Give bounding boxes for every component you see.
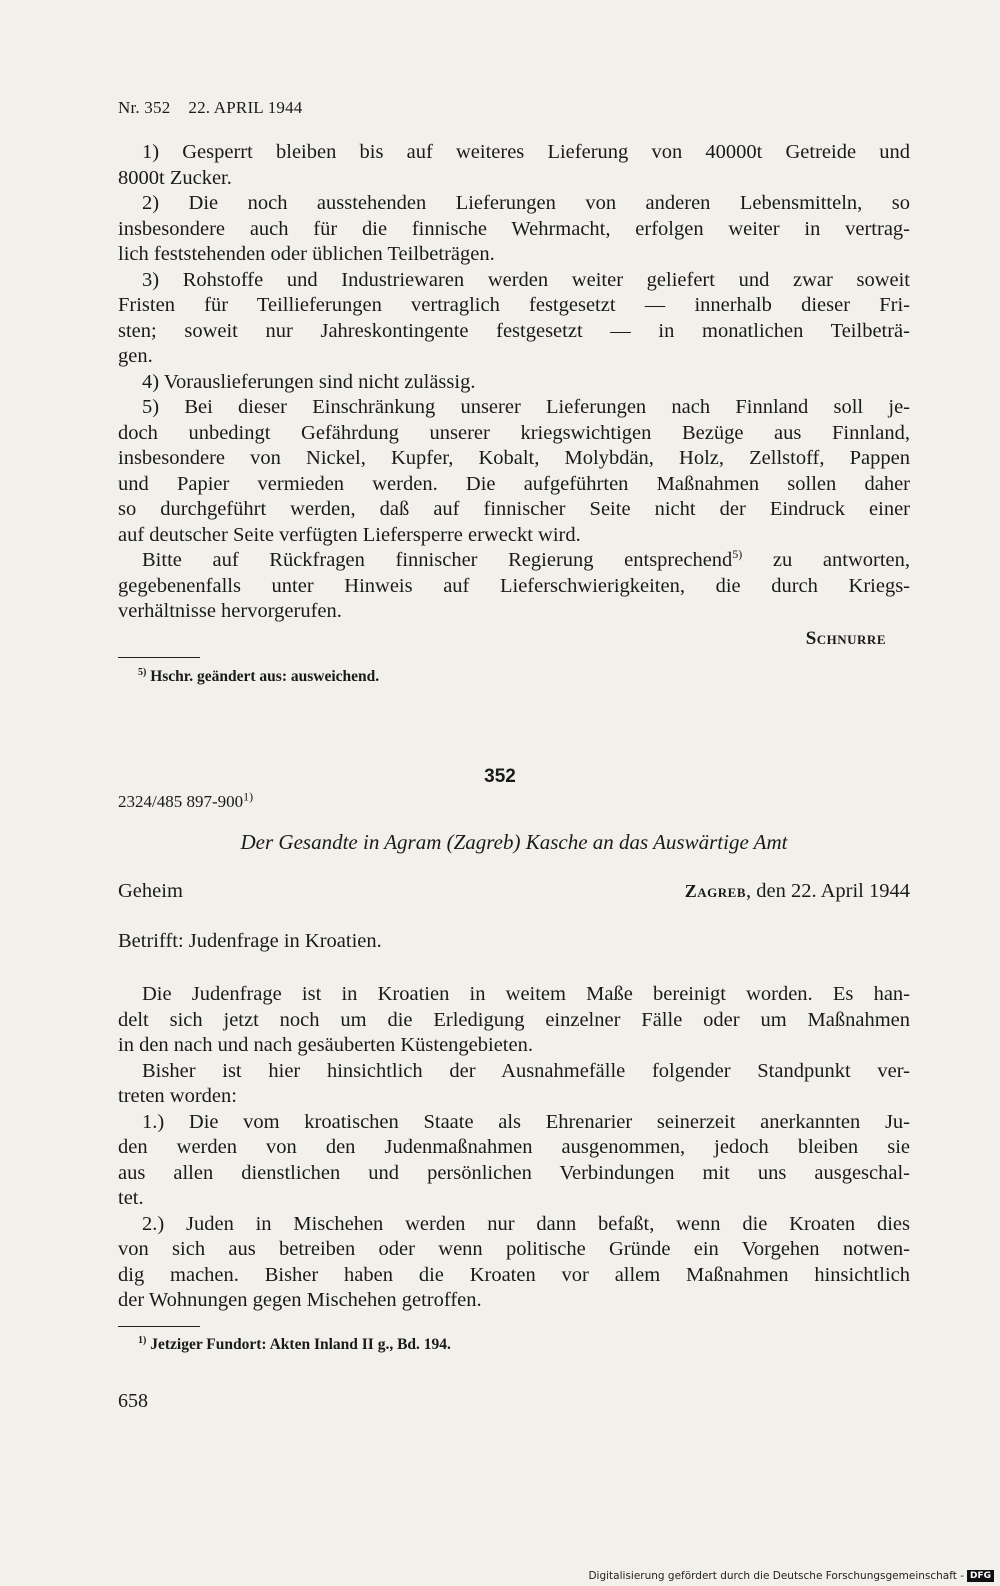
file-reference — [118, 789, 254, 812]
file-ref-text: 2324/485 897-900 — [118, 792, 244, 811]
text-line: 1.) Die vom kroatischen Staate als Ehrenarier seinerzeit anerkannten Ju- — [142, 1110, 910, 1133]
text-line: delt sich jetzt noch um die Erledigung einzelner Fälle oder um Maßnahmen — [118, 1008, 910, 1031]
text-line: 8000t Zucker. — [118, 166, 232, 189]
text-span: zu antworten, — [742, 549, 910, 571]
footnote-marker: 1) — [138, 1334, 147, 1346]
text-line: 4) Vorauslieferungen sind nicht zulässig. — [142, 370, 476, 393]
text-line: und Papier vermieden werden. Die aufgeführten Maßnahmen sollen daher — [118, 472, 910, 495]
text-line: 5) Bei dieser Einschränkung unserer Lieferungen nach Finnland soll je- — [142, 396, 910, 418]
upper-text-block — [118, 140, 910, 625]
text-line: 2) Die noch ausstehenden Lieferungen von anderen Lebensmitteln, so — [142, 192, 910, 214]
footnote-5 — [138, 668, 379, 686]
digitization-credit — [588, 1570, 994, 1582]
text-line: Die Judenfrage ist in Kroatien in weitem Maße bereinigt worden. Es han- — [142, 983, 910, 1005]
text-line: 1) Gesperrt bleiben bis auf weiteres Lieferung von 40000t Getreide und — [142, 141, 910, 163]
document-heading: Der Gesandte in Agram (Zagreb) Kasche an das Auswärtige Amt — [240, 830, 788, 854]
text-line: aus allen dienstlichen und persönlichen Verbindungen mit uns ausgeschal- — [118, 1161, 910, 1184]
footnote-marker: 5) — [138, 666, 147, 678]
text-line: in den nach und nach gesäuberten Küstengebieten. — [118, 1034, 533, 1056]
text-line: so durchgeführt werden, daß auf finnischer Seite nicht der Eindruck einer — [118, 498, 910, 520]
footnote-text: Hschr. geändert aus: ausweichend. — [150, 668, 380, 685]
digitization-text: Digitalisierung gefördert durch die Deutsche Forschungsgemeinschaft - — [588, 1570, 964, 1582]
place: Zagreb — [684, 881, 746, 901]
dfg-logo-icon: DFG — [967, 1570, 994, 1582]
running-head-date: 22. APRIL 1944 — [188, 98, 303, 117]
text-line: von sich aus betreiben oder wenn politische Gründe ein Vorgehen notwen- — [118, 1238, 910, 1260]
text-line: gegebenenfalls unter Hinweis auf Lieferschwierigkeiten, die durch Kriegs- — [118, 574, 910, 597]
text-line: Fristen für Teillieferungen vertraglich festgesetzt — innerhalb dieser Fri- — [118, 294, 910, 316]
classification: Geheim — [118, 880, 183, 902]
text-line: Bisher ist hier hinsichtlich der Ausnahmefälle folgender Standpunkt ver- — [142, 1059, 910, 1082]
text-line: treten worden: — [118, 1085, 237, 1107]
subject-line: Betrifft: Judenfrage in Kroatien. — [118, 930, 382, 952]
footnote-rule — [118, 657, 200, 658]
running-head-number: Nr. 352 — [118, 98, 171, 117]
text-line: insbesondere von Nickel, Kupfer, Kobalt, Molybdän, Holz, Zellstoff, Pappen — [118, 447, 910, 469]
text-line: lich feststehenden oder üblichen Teilbeträgen. — [118, 243, 495, 265]
footnote-1 — [138, 1336, 451, 1354]
text-line: insbesondere auch für die finnische Wehrmacht, erfolgen weiter in vertrag- — [118, 217, 910, 240]
footnote-ref: 1) — [243, 789, 254, 804]
text-line: 2.) Juden in Mischehen werden nur dann befaßt, wenn die Kroaten dies — [142, 1212, 910, 1235]
text-line: doch unbedingt Gefährdung unserer kriegswichtigen Bezüge aus Finnland, — [118, 421, 910, 444]
date: , den 22. April 1944 — [746, 880, 910, 902]
document-number: 352 — [484, 766, 516, 787]
signature: Schnurre — [805, 628, 886, 649]
text-span: Bitte auf Rückfragen finnischer Regierung entsprechend — [142, 549, 733, 571]
place-date — [685, 880, 910, 903]
text-line: 3) Rohstoffe und Industriewaren werden weiter geliefert und zwar soweit — [142, 268, 910, 291]
text-line: gen. — [118, 345, 153, 367]
footnote-rule — [118, 1326, 200, 1327]
text-line: sten; soweit nur Jahreskontingente festgesetzt — in monatlichen Teilbeträ- — [118, 319, 910, 342]
footnote-ref: 5) — [732, 547, 743, 562]
text-line: tet. — [118, 1187, 144, 1209]
running-head — [118, 98, 303, 118]
text-line: der Wohnungen gegen Mischehen getroffen. — [118, 1289, 482, 1311]
text-line — [118, 548, 910, 574]
text-line: auf deutscher Seite verfügten Liefersperre erweckt wird. — [118, 523, 581, 546]
footnote-text: Jetziger Fundort: Akten Inland II g., Bd. 194. — [150, 1336, 451, 1353]
document-body — [118, 982, 910, 1314]
page-number: 658 — [118, 1390, 148, 1412]
text-line: den werden von den Judenmaßnahmen ausgenommen, jedoch bleiben sie — [118, 1136, 910, 1158]
text-line: dig machen. Bisher haben die Kroaten vor allem Maßnahmen hinsichtlich — [118, 1263, 910, 1286]
text-line: verhältnisse hervorgerufen. — [118, 600, 342, 622]
